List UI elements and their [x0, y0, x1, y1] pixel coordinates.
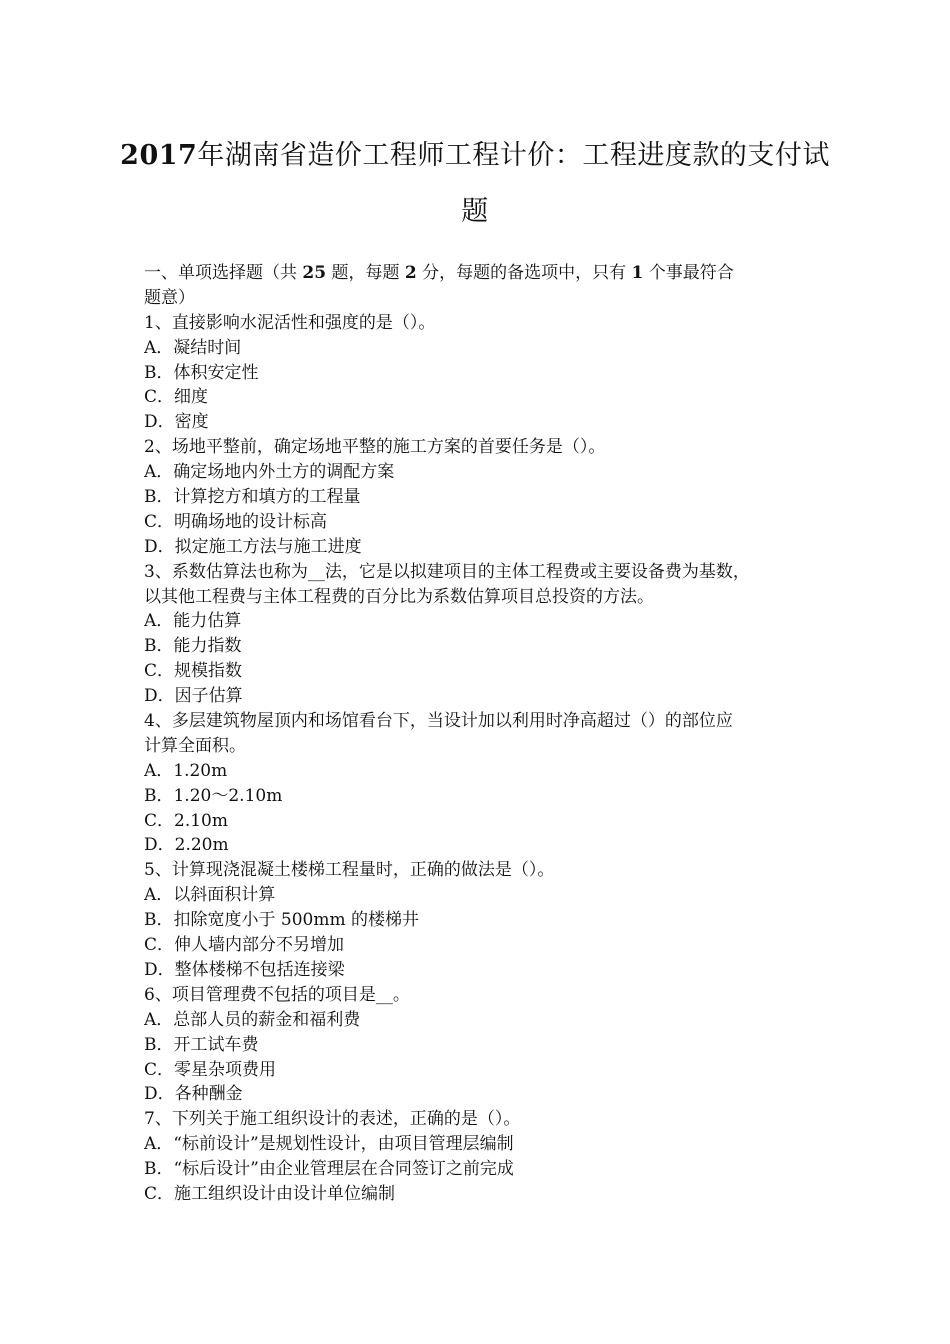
option-line: B．计算挖方和填方的工程量	[144, 487, 361, 508]
correct-option-count: 1	[631, 263, 644, 283]
option-line: A．总部人员的薪金和福利费	[144, 1009, 361, 1030]
option-line: C．明确场地的设计标高	[144, 511, 328, 532]
question-count: 25	[302, 263, 327, 283]
question-line: 1、直接影响水泥活性和强度的是（）。	[144, 312, 436, 333]
question-line-continued: 以其他工程费与主体工程费的百分比为系数估算项目总投资的方法。	[144, 586, 654, 607]
question-line: 5、计算现浇混凝土楼梯工程量时，正确的做法是（）。	[144, 860, 555, 881]
option-line: A．确定场地内外土方的调配方案	[144, 462, 395, 483]
option-line: D．拟定施工方法与施工进度	[144, 536, 362, 557]
option-line: B．扣除宽度小于 500mm 的楼梯井	[144, 910, 419, 931]
option-line: A．1.20m	[144, 760, 228, 781]
question-line: 7、下列关于施工组织设计的表述，正确的是（）。	[144, 1109, 521, 1130]
option-line: C．细度	[144, 387, 209, 408]
option-line: D．整体楼梯不包括连接梁	[144, 959, 345, 980]
section-heading-text: 个事最符合	[643, 263, 734, 283]
title-year: 2017	[120, 140, 198, 171]
option-line: D．密度	[144, 412, 209, 433]
question-line: 2、场地平整前，确定场地平整的施工方案的首要任务是（）。	[144, 437, 606, 458]
question-line-continued: 计算全面积。	[144, 735, 246, 756]
section-heading-text: 题，每题	[326, 263, 405, 283]
option-line: B．开工试车费	[144, 1034, 259, 1055]
option-line: B．“标后设计”由企业管理层在合同签订之前完成	[144, 1159, 514, 1180]
points-per-question: 2	[404, 263, 417, 283]
document-body	[144, 261, 810, 1207]
section-heading-line-1	[144, 261, 810, 286]
question-line: 3、系数估算法也称为__法，它是以拟建项目的主体工程费或主要设备费为基数，	[144, 561, 750, 582]
question-line: 6、项目管理费不包括的项目是__。	[144, 984, 410, 1005]
option-line: D．因子估算	[144, 686, 243, 707]
option-line: D．2.20m	[144, 835, 229, 856]
option-line: C．零星杂项费用	[144, 1059, 277, 1080]
option-line: A．“标前设计”是规划性设计，由项目管理层编制	[144, 1134, 514, 1155]
option-line: A．以斜面积计算	[144, 885, 276, 906]
title-text: 年湖南省造价工程师工程计价：工程进度款的支付试	[197, 140, 830, 171]
option-line: C．规模指数	[144, 661, 243, 682]
question-line: 4、多层建筑物屋顶内和场馆看台下，当设计加以利用时净高超过（）的部位应	[144, 711, 733, 732]
section-heading-line-2: 题意）	[144, 287, 195, 308]
option-line: B．能力指数	[144, 636, 242, 657]
option-line: B．1.20～2.10m	[144, 785, 283, 806]
option-line: A．凝结时间	[144, 337, 242, 358]
option-line: B．体积安定性	[144, 362, 259, 383]
section-heading-text: 一、单项选择题（共	[144, 263, 303, 283]
option-line: C．2.10m	[144, 810, 228, 831]
page-title	[120, 128, 830, 240]
title-line-1	[120, 128, 830, 184]
title-line-2: 题	[461, 196, 489, 227]
option-line: C．施工组织设计由设计单位编制	[144, 1183, 396, 1204]
option-line: C．伸人墙内部分不另增加	[144, 935, 345, 956]
option-line: A．能力估算	[144, 611, 242, 632]
section-heading-text: 分，每题的备选项中，只有	[416, 263, 632, 283]
option-line: D．各种酬金	[144, 1084, 243, 1105]
